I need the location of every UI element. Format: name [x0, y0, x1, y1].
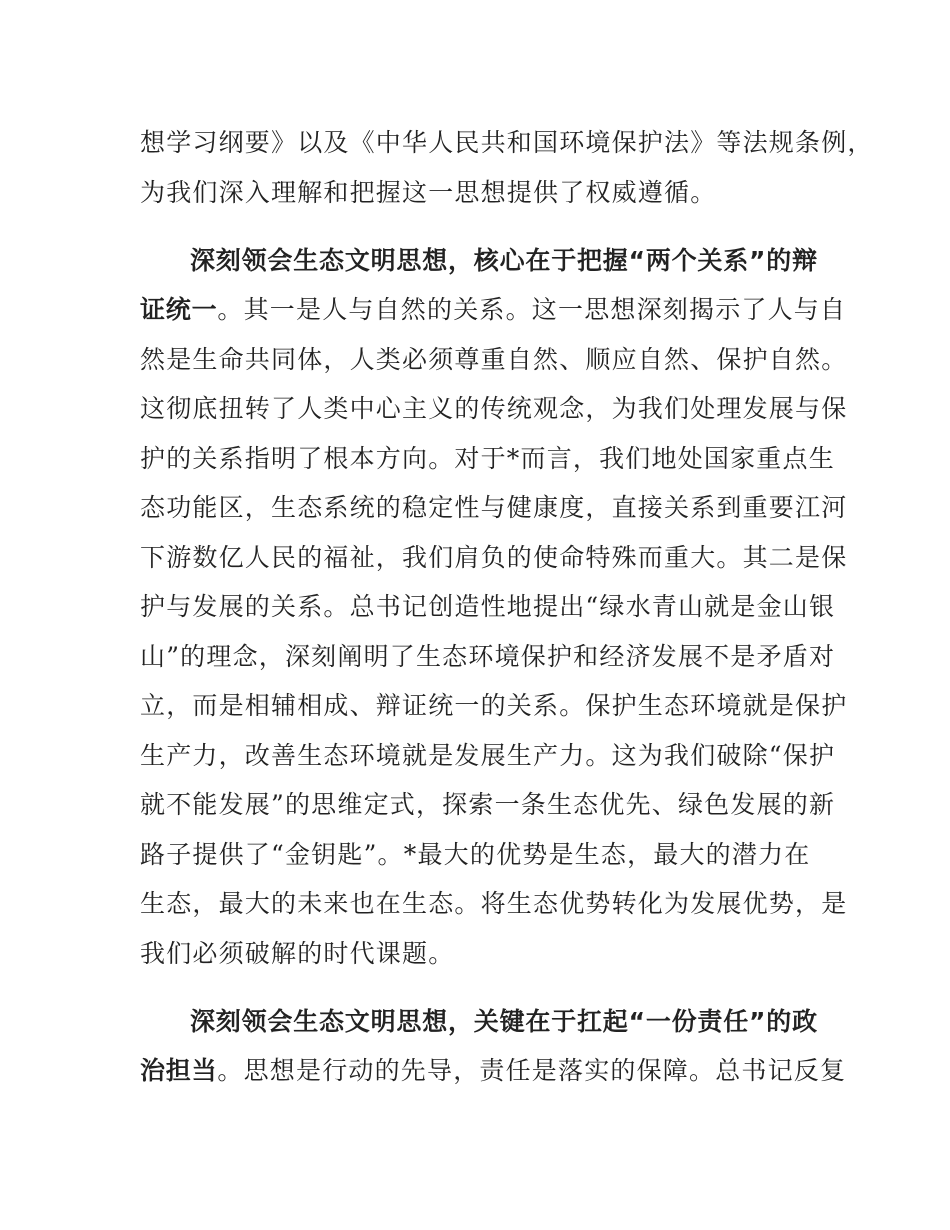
line-text: 立，而是相辅相成、辩证统一的关系。保护生态环境就是保护 — [140, 691, 848, 720]
line-text: 然是生命共同体，人类必须尊重自然、顺应自然、保护自然。 — [140, 345, 848, 374]
line-text: 生态，最大的未来也在生态。将生态优势转化为发展优势，是 — [140, 889, 848, 918]
text-line — [140, 392, 847, 426]
line-text: 就不能发展”的思维定式，探索一条生态优先、绿色发展的新 — [140, 790, 836, 819]
line-text: 。其一是人与自然的关系。这一思想深刻揭示了人与自 — [217, 295, 847, 324]
text-line — [140, 176, 716, 210]
text-line — [140, 1054, 846, 1088]
bold-heading-text: 深刻领会生态文明思想，核心在于把握“两个关系”的辩 — [190, 246, 818, 275]
bold-heading-text: 深刻领会生态文明思想，关键在于扛起“一份责任”的政 — [190, 1007, 818, 1036]
line-text: 我们必须破解的时代课题。 — [140, 939, 455, 968]
text-line — [140, 491, 847, 525]
line-text: 为我们深入理解和把握这一思想提供了权威遵循。 — [140, 178, 717, 207]
text-line — [140, 343, 847, 377]
bold-heading-text: 治担当 — [140, 1056, 218, 1085]
text-line — [140, 541, 847, 575]
text-line — [140, 126, 874, 160]
paragraph-heading-line — [190, 244, 818, 278]
line-text: 态功能区，生态系统的稳定性与健康度，直接关系到重要江河 — [140, 493, 848, 522]
text-line — [140, 788, 835, 822]
line-text: 这彻底扭转了人类中心主义的传统观念，为我们处理发展与保 — [140, 394, 848, 423]
text-line — [140, 590, 835, 624]
text-line — [140, 739, 835, 773]
line-text: 想学习纲要》以及《中华人民共和国环境保护法》等法规条例， — [140, 128, 874, 157]
text-line — [140, 689, 847, 723]
line-text: 。思想是行动的先导，责任是落实的保障。总书记反复 — [217, 1056, 847, 1085]
text-line — [140, 442, 835, 476]
line-text: 路子提供了“金钥匙”。*最大的优势是生态，最大的潜力在 — [140, 840, 811, 869]
paragraph-heading-line — [190, 1005, 818, 1039]
line-text: 生产力，改善生态环境就是发展生产力。这为我们破除“保护 — [140, 741, 836, 770]
line-text: 护的关系指明了根本方向。对于*而言，我们地处国家重点生 — [140, 444, 835, 473]
text-line — [140, 937, 454, 971]
line-text: 护与发展的关系。总书记创造性地提出“绿水青山就是金山银 — [140, 592, 836, 621]
text-line — [140, 293, 846, 327]
line-text: 山”的理念，深刻阐明了生态环境保护和经济发展不是矛盾对 — [140, 642, 836, 671]
text-line — [140, 887, 847, 921]
bold-heading-text: 证统一 — [140, 295, 218, 324]
text-line — [140, 640, 835, 674]
text-line — [140, 838, 810, 872]
line-text: 下游数亿人民的福祉，我们肩负的使命特殊而重大。其二是保 — [140, 543, 848, 572]
